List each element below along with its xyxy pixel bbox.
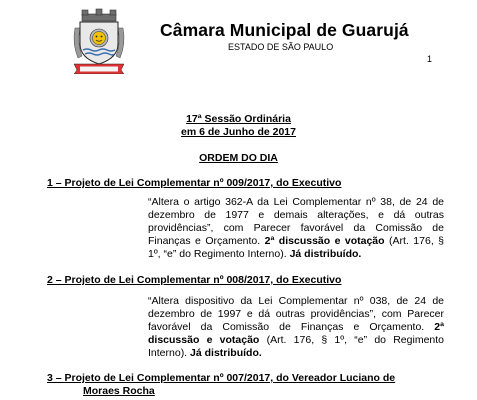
item-3-heading-continued: Moraes Rocha [83, 385, 155, 397]
item-1-reference: (Art. 176, § 1º, “e” do Regimento Interno). [148, 235, 445, 260]
mural-crown-icon [82, 9, 116, 21]
session-date: em 6 de Junho de 2017 [181, 126, 296, 138]
item-1-heading: 1 – Projeto de Lei Complementar nº 009/2017, do Executivo [47, 177, 342, 189]
item-1-status: 2ª discussão e votação [264, 235, 385, 247]
item-2-status: 2ª discussão e votação [148, 321, 444, 346]
item-2-reference: (Art. 176, § 1º, “e” do Regimento Interno). [148, 334, 445, 359]
item-2-heading: 2 – Projeto de Lei Complementar nº 008/2017, do Executivo [47, 274, 342, 286]
item-2-distribution: Já distribuído. [190, 347, 262, 359]
institution-title: Câmara Municipal de Guarujá [160, 20, 409, 40]
item-1-text [148, 196, 444, 261]
session-title: 17ª Sessão Ordinária [186, 113, 291, 125]
page-number: 1 [427, 54, 433, 64]
item-2-text [148, 295, 444, 360]
municipal-coat-of-arms [72, 8, 126, 74]
item-1-description: “Altera o artigo 362-A da Lei Complementar nº 38, de 24 de dezembro de 1977 e demais alterações, e dá outras providências”, com Parecer favorável da Comissão de Finanças e Orçamento. [148, 196, 444, 247]
state-subtitle: ESTADO DE SÃO PAULO [228, 42, 334, 52]
agenda-title: ORDEM DO DIA [199, 152, 278, 164]
item-1-distribution: Já distribuído. [289, 248, 362, 260]
item-2-description: “Altera dispositivo da Lei Complementar nº 038, de 24 de dezembro de 1997 e dá outras providências”, com Parecer favorável da Comissão de Finanças e Orçamento. [148, 295, 444, 333]
item-3-heading: 3 – Projeto de Lei Complementar nº 007/2017, do Vereador Luciano de [47, 372, 396, 384]
sun-icon [90, 29, 108, 47]
